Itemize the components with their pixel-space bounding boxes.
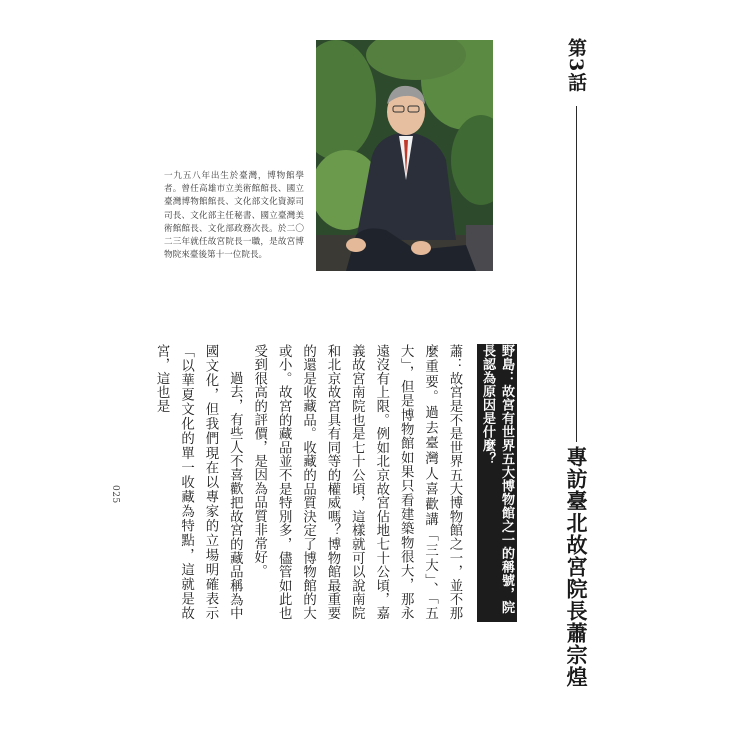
page-number: 025 — [110, 485, 120, 504]
body-paragraph: 過去，有些人不喜歡把故宮的藏品稱為中國文化，但我們現在以專家的立場明確表示「以華夏文化的單一收藏為特點，這就是故宮，這也是 — [154, 344, 243, 620]
interview-question: 野島：故宮有世界五大博物館之一的稱號，院長認為原因是什麼？ — [477, 344, 517, 622]
body-paragraph: 蕭：故宮是不是世界五大博物館之一，並不那麼重要。過去臺灣人喜歡講「三大」、「五大」，但是博物館如果只看建築物很大，那永遠沒有上限。例如北京故宮佔地七十公頃，嘉義故宮南院也是七十公頃，這樣就可以說南院和北京故宮具有同等的權威嗎？博物館最重要的還是收藏品。收藏的品質決定了博物館的大或小。故宮的藏品並不是特別多，儘管如此也受到很高的評價，是因為品質非常好。 — [251, 344, 462, 620]
portrait-photo-illustration — [316, 40, 493, 271]
chapter-label: 第3話 — [565, 38, 587, 93]
article-title: 專訪臺北故宮院長蕭宗煌 — [564, 446, 589, 688]
body-text — [149, 344, 466, 620]
header-divider-line — [576, 106, 577, 442]
photo-caption: 一九五八年出生於臺灣，博物館學者。曾任高雄市立美術館館長、國立臺灣博物館館長、文化部文化資源司司長、文化部主任秘書、國立臺灣美術館館長、文化部政務次長。於二〇二三年就任故宮院長一職，是故宮博物院來臺後第十一位院長。 — [164, 171, 304, 261]
portrait-photo — [316, 40, 493, 271]
